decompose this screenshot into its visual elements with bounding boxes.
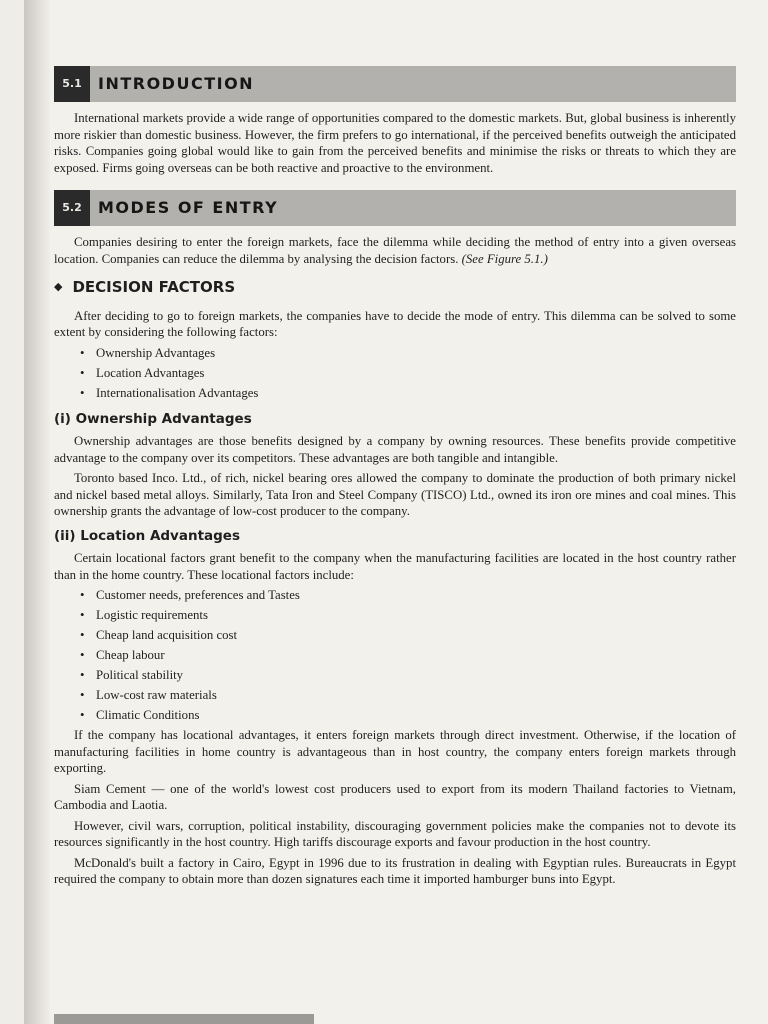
location-intro-paragraph: Certain locational factors grant benefit to the company when the manufacturing facilities are located in the host country rather than in the home country. These locational factors include: bbox=[54, 551, 736, 582]
list-item: • Location Advantages bbox=[78, 363, 736, 383]
ownership-example-paragraph: Toronto based Inco. Ltd., of rich, nickel bearing ores allowed the company to dominate the production of both primary nickel and nickel based metal alloys. Similarly, Tata Iron and Steel Company (TISCO) Ltd., owned its iron ore mines and coal mines. This ownership grants the advantage of low-cost producer to the company. bbox=[54, 471, 736, 518]
section-number: 5.1 bbox=[54, 66, 90, 102]
introduction-banner bbox=[54, 66, 736, 102]
introduction-paragraph: International markets provide a wide range of opportunities compared to the domestic markets. But, global business is inherently more riskier than domestic business. However, the firm prefers to go international, if the perceived benefits outweigh the anticipated risks. Companies going global would like to gain from the perceived benefits and minimise the risks or threats to which they are exposed. Firms going overseas can be both reactive and proactive to the environment. bbox=[54, 111, 736, 175]
modes-of-entry-paragraph: Companies desiring to enter the foreign markets, face the dilemma while deciding the method of entry into a given overseas location. Companies can reduce the dilemma by analysing the decision factors. (See Figure 5.1.) bbox=[54, 235, 736, 266]
book-page bbox=[24, 0, 768, 1024]
list-item: • Ownership Advantages bbox=[78, 343, 736, 363]
location-paragraph: Siam Cement — one of the world's lowest cost producers used to export from its modern Thailand factories to Vietnam, Cambodia and Laotia. bbox=[54, 781, 736, 812]
list-item: • Political stability bbox=[78, 665, 736, 685]
ownership-paragraph: Ownership advantages are those benefits designed by a company by owning resources. These benefits provide competitive advantage to the company over its competitors. These advantages are both tangible and intangible. bbox=[54, 434, 736, 465]
section-title: INTRODUCTION bbox=[98, 73, 255, 93]
list-item: • Cheap land acquisition cost bbox=[78, 625, 736, 645]
page-binding-shadow bbox=[24, 0, 50, 1024]
section-title: MODES OF ENTRY bbox=[98, 197, 279, 217]
location-paragraph: However, civil wars, corruption, political instability, discouraging government policies make the companies not to devote its resources significantly in the host country. High tariffs discourage exports and favour production in the host country. bbox=[54, 818, 736, 849]
list-item: • Low-cost raw materials bbox=[78, 685, 736, 705]
location-paragraph: If the company has locational advantages, it enters foreign markets through direct investment. Otherwise, if the location of manufacturing facilities in home country is advantageous than in host country, the company enters foreign markets through exporting. bbox=[54, 728, 736, 775]
locational-factors-list bbox=[78, 585, 736, 725]
page-content bbox=[54, 66, 736, 888]
location-paragraph: McDonald's built a factory in Cairo, Egypt in 1996 due to its frustration in dealing with Egyptian rules. Bureaucrats in Egypt required the company to obtain more than dozen signatures each time it imported hamburger buns into Egypt. bbox=[54, 855, 736, 886]
footer-bar bbox=[54, 1014, 314, 1024]
decision-factors-paragraph: After deciding to go to foreign markets, the companies have to decide the mode of entry. This dilemma can be solved to some extent by considering the following factors: bbox=[54, 308, 736, 339]
list-item: • Internationalisation Advantages bbox=[78, 383, 736, 403]
list-item: • Climatic Conditions bbox=[78, 705, 736, 725]
list-item: • Logistic requirements bbox=[78, 605, 736, 625]
decision-factors-list bbox=[78, 343, 736, 403]
location-advantages-heading: (ii) Location Advantages bbox=[54, 527, 241, 544]
diamond-bullet-icon: ◆ bbox=[54, 280, 63, 293]
modes-of-entry-banner bbox=[54, 190, 736, 226]
decision-factors-heading: ◆ DECISION FACTORS bbox=[54, 278, 236, 296]
list-item: • Customer needs, preferences and Tastes bbox=[78, 585, 736, 605]
figure-reference: (See Figure 5.1.) bbox=[461, 251, 548, 266]
section-number: 5.2 bbox=[54, 190, 90, 226]
ownership-advantages-heading: (i) Ownership Advantages bbox=[54, 410, 252, 427]
list-item: • Cheap labour bbox=[78, 645, 736, 665]
